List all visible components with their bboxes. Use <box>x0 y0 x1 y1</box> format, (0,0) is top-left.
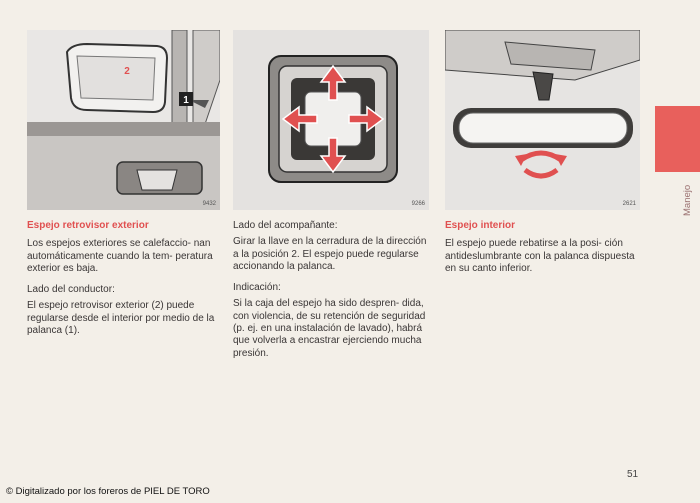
passenger-side-section <box>233 220 433 369</box>
subheading: Lado del acompañante: <box>233 220 338 231</box>
interior-mirror-drawing <box>445 30 640 210</box>
page-number: 51 <box>627 469 639 480</box>
paragraph: Girar la llave en la cerradura de la dirección a la posición 2. El espejo puede regularse accionando la palanca. <box>233 236 427 272</box>
note-heading: Indicación: <box>233 282 281 294</box>
paragraph: Los espejos exteriores se calefaccio- nan automáticamente cuando la tem- peratura exterior es baja. <box>27 238 213 274</box>
interior-mirror-illustration <box>445 30 640 210</box>
subheading: Lado del conductor: <box>27 284 115 296</box>
door-mirror-illustration <box>27 30 220 210</box>
section-heading: Espejo retrovisor exterior <box>27 220 149 231</box>
exterior-mirror-section <box>27 220 222 346</box>
section-heading: Espejo interior <box>445 220 516 231</box>
figure-code: 9266 <box>411 201 425 207</box>
fig1-label-1: 1 <box>183 95 189 106</box>
interior-mirror-section <box>445 220 645 284</box>
figure-code: 9432 <box>202 201 216 207</box>
fig1-label-2: 2 <box>124 66 130 77</box>
chapter-tab <box>655 106 700 172</box>
chapter-tab-label: Manejo <box>682 184 693 216</box>
paragraph: El espejo retrovisor exterior (2) puede regularse desde el interior por medio de la palanca (1). <box>27 300 215 337</box>
paragraph: Si la caja del espejo ha sido despren- dida, con violencia, de su retención de seguridad (p. ej. en una instalación de lavado), habrá que volverla a encastrar ejerciendo mucha presión. <box>233 298 426 359</box>
mirror-control-drawing <box>233 30 429 210</box>
footer-credit: © Digitalizado por los foreros de PIEL DE TORO <box>6 486 210 497</box>
mirror-control-illustration <box>233 30 429 210</box>
figure-code: 2621 <box>622 201 636 207</box>
paragraph: El espejo puede rebatirse a la posi- ción antideslumbrante con la palanca dispuesta en su canto inferior. <box>445 238 635 274</box>
door-mirror-drawing <box>27 30 220 210</box>
